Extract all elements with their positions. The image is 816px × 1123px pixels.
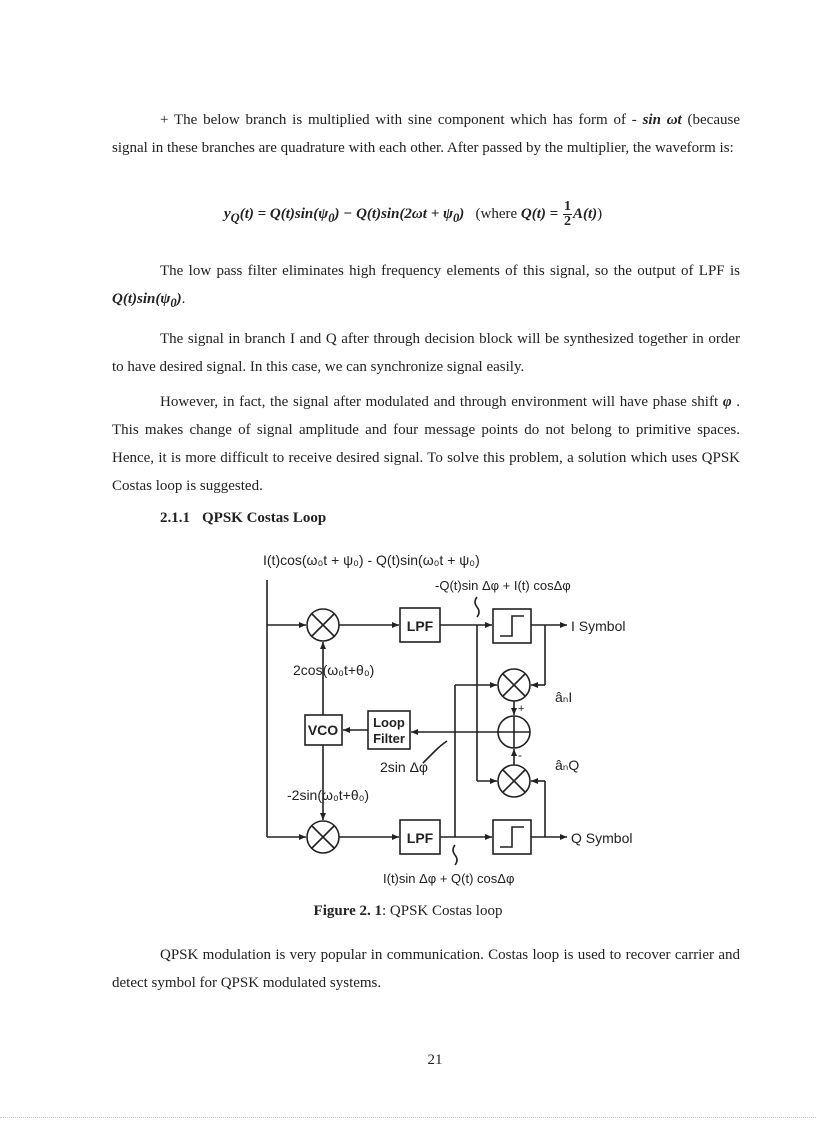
paragraph-phase-shift: However, in fact, the signal after modulated and through environment will have phase shift φ . This makes change of signal amplitude and four message points do not belong to primitive spaces. Hence, it is more difficult to receive desired signal. To solve this problem, a solution which uses QPSK Costas loop is suggested. xyxy=(112,394,741,494)
page-bottom-rule xyxy=(0,1117,816,1118)
inline-math-sin: sin ωt xyxy=(642,112,682,128)
figure-caption: Figure 2. 1: QPSK Costas loop xyxy=(313,903,503,919)
paragraph-costas-usage: QPSK modulation is very popular in communication. Costas loop is used to recover carrier and detect symbol for QPSK modulated systems. xyxy=(112,947,740,991)
i-symbol-label: I Symbol xyxy=(571,618,626,634)
lpf-top-label: LPF xyxy=(406,618,434,634)
input-signal-label: I(t)cos(ω₀t + ψ₀) - Q(t)sin(ω₀t + ψ₀) xyxy=(263,552,480,568)
page-number: 21 xyxy=(427,1052,443,1068)
section-heading xyxy=(160,510,326,527)
loop-filter-label-2: Filter xyxy=(373,731,405,746)
lpf-bottom-label: LPF xyxy=(406,830,434,846)
i-lpf-output-label: -Q(t)sin Δφ + I(t) cosΔφ xyxy=(435,578,571,593)
paragraph-quadrature-branch: + The below branch is multiplied with sine component which has form of - sin ωt (because signal in these branches are quadrature with each other. After passed by the multiplier, the waveform is: xyxy=(112,112,740,156)
minus-sign: - xyxy=(518,748,522,762)
costas-loop-diagram xyxy=(255,545,655,890)
error-signal-label: 2sin Δφ xyxy=(380,759,429,775)
equation-yq: $y_Q(t) = Q(t)\sin(\psi_0) - Q(t)\sin(2\omega t + \psi_0)$ (where Q(t) = $\frac{1}{2}$ A(t)) xyxy=(224,199,603,229)
loop-filter-label-1: Loop xyxy=(373,715,405,730)
an-q-label: âₙQ xyxy=(555,757,580,773)
sin-reference-label: -2sin(ω₀t+θ₀) xyxy=(287,787,370,803)
fraction-one-half: $\frac{1}{2}$ xyxy=(563,199,571,229)
paragraph-lpf-output: The low pass filter eliminates high frequency elements of this signal, so the output of LPF is $Q(t)\sin(\psi_0)$. xyxy=(112,263,740,310)
q-lpf-output-label: I(t)sin Δφ + Q(t) cosΔφ xyxy=(383,871,515,886)
vco-label: VCO xyxy=(307,722,339,738)
an-i-label: âₙI xyxy=(555,689,573,705)
section-title: QPSK Costas Loop xyxy=(202,510,327,526)
section-number: 2.1.1 xyxy=(160,510,190,526)
cos-reference-label: 2cos(ω₀t+θ₀) xyxy=(293,662,375,678)
plus-sign: + xyxy=(518,703,525,715)
paragraph-synthesis: The signal in branch I and Q after through decision block will be synthesized together in order to have desired signal. In this case, we can synchronize signal easily. xyxy=(112,331,740,375)
q-symbol-label: Q Symbol xyxy=(571,830,633,846)
